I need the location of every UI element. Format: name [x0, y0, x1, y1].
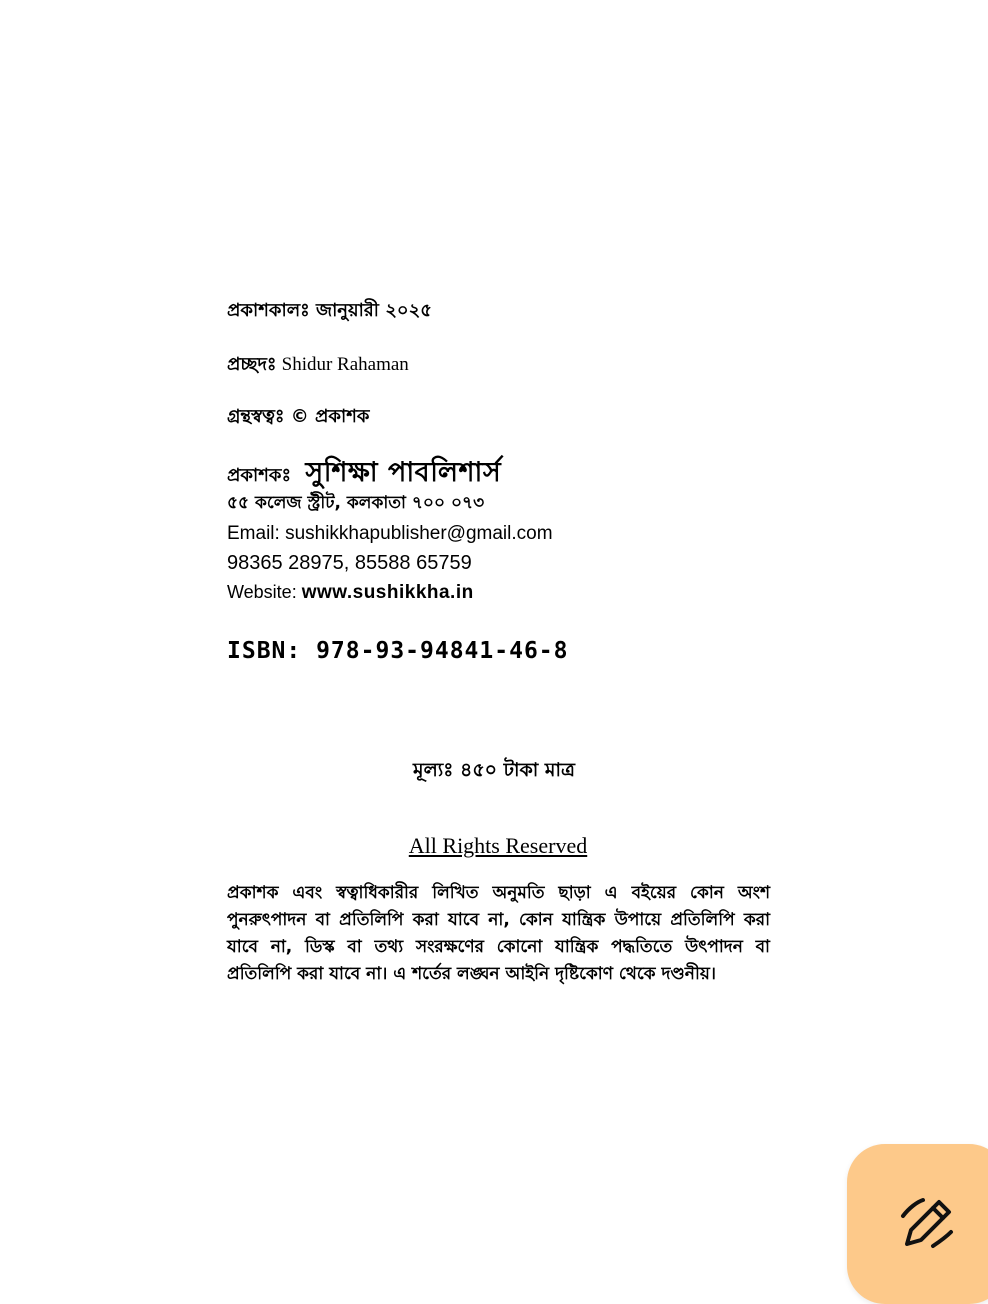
website-label: Website: — [227, 582, 297, 602]
rights-title: All Rights Reserved — [408, 833, 588, 858]
cover-credit — [227, 350, 409, 381]
edit-button[interactable] — [847, 1144, 988, 1304]
publisher-phones: 98365 28975, 85588 65759 — [227, 552, 472, 574]
rights-notice: প্রকাশক এবং স্বত্বাধিকারীর লিখিত অনুমতি ছাড়া এ বইয়ের কোন অংশ পুনরুৎপাদন বা প্রতিলিপি করা যাবে না, কোন যান্ত্রিক উপায়ে প্রতিলিপি করা যাবে না, ডিস্ক বা তথ্য সংরক্ষণের কোনো যান্ত্রিক পদ্ধতিতে উৎপাদন বা প্রতিলিপি করা যাবে না। এ শর্তের লঙ্ঘন আইনি দৃষ্টিকোণ থেকে দণ্ডনীয়। — [227, 883, 770, 984]
publisher-label: প্রকাশকঃ — [227, 465, 292, 486]
price: মূল্যঃ ৪৫০ টাকা মাত্র — [413, 759, 575, 781]
publisher-address: ৫৫ কলেজ স্ট্রীট, কলকাতা ৭০০ ০৭৩ — [227, 493, 485, 513]
website-line — [227, 582, 474, 604]
edit-pen-icon — [899, 1194, 955, 1250]
copyright-line: গ্রন্থস্বত্বঃ © প্রকাশক — [227, 406, 370, 427]
isbn: ISBN: 978-93-94841-46-8 — [227, 638, 569, 664]
website-url: www.sushikkha.in — [301, 582, 474, 603]
cover-label: প্রচ্ছদঃ — [227, 354, 277, 375]
publisher-name: সুশিক্ষা পাবলিশার্স — [305, 457, 502, 488]
cover-artist: Shidur Rahaman — [281, 354, 409, 375]
publication-date: প্রকাশকালঃ জানুয়ারী ২০২৫ — [227, 300, 432, 321]
publisher-email: Email: sushikkhapublisher@gmail.com — [227, 523, 553, 544]
